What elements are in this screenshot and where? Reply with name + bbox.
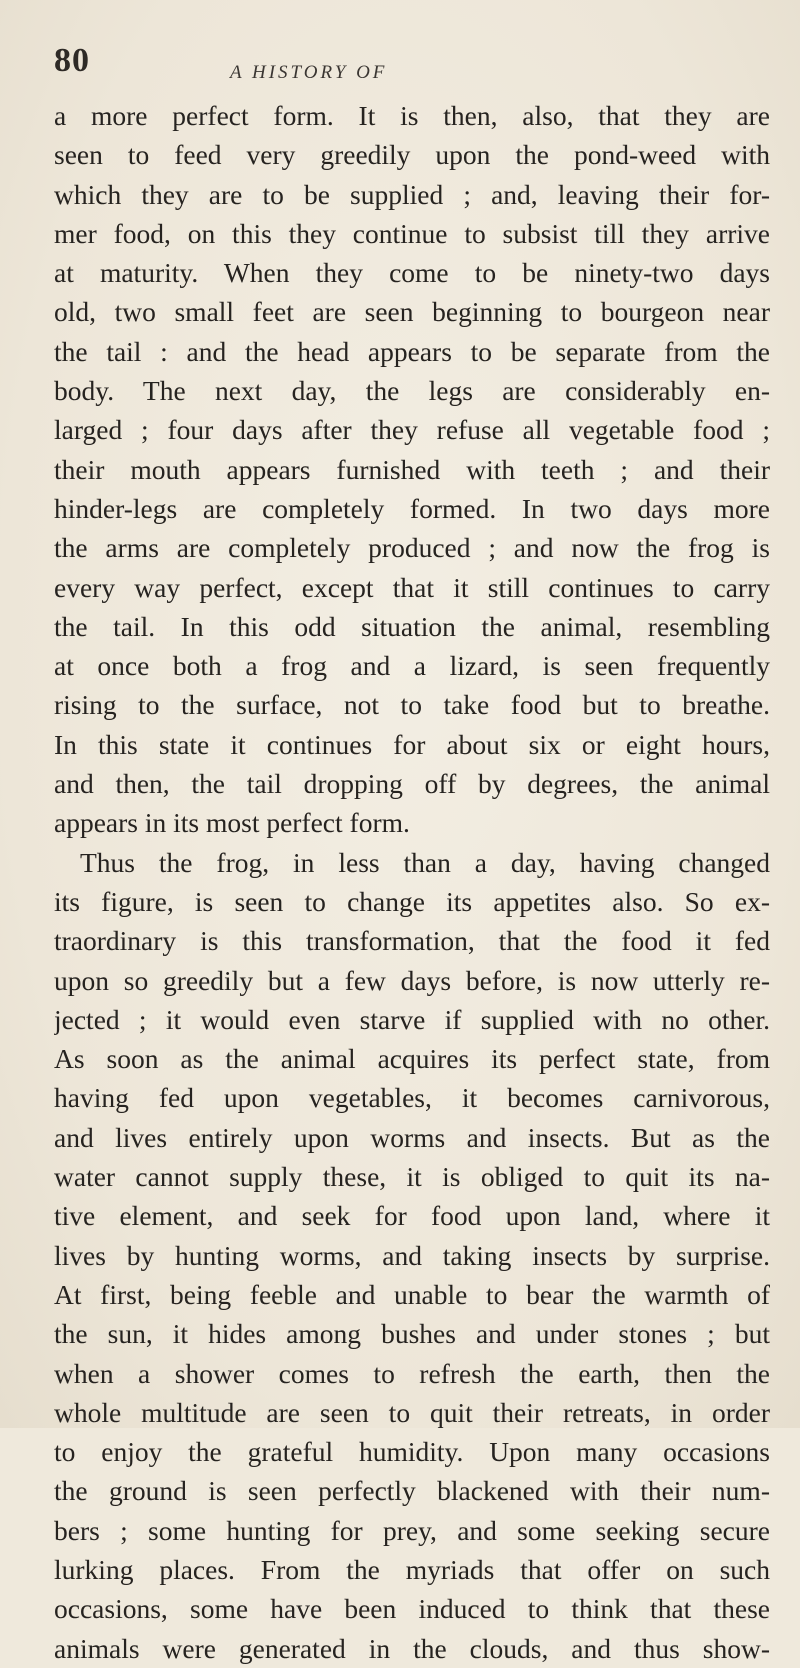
text-line: at maturity. When they come to be ninety-two days (54, 257, 770, 289)
text-line: At first, being feeble and unable to bear the warmth of (54, 1278, 770, 1310)
text-line: and lives entirely upon worms and insects. But as the (54, 1121, 770, 1153)
text-line: at once both a frog and a lizard, is seen frequently (54, 650, 770, 682)
text-line: when a shower comes to refresh the earth, then the (54, 1357, 770, 1389)
text-line: jected ; it would even starve if supplied with no other. (54, 1003, 770, 1035)
text-line: water cannot supply these, it is obliged to quit its na- (54, 1161, 770, 1193)
text-line: old, two small feet are seen beginning to bourgeon near (54, 296, 770, 328)
text-line: their mouth appears furnished with teeth ; and their (54, 453, 770, 485)
text-line: the arms are completely produced ; and now the frog is (54, 532, 770, 564)
text-line: lurking places. From the myriads that offer on such (54, 1553, 770, 1585)
text-line-paragraph-start: Thus the frog, in less than a day, having changed (80, 846, 770, 878)
text-line: having fed upon vegetables, it becomes carnivorous, (54, 1082, 770, 1114)
text-line: occasions, some have been induced to think that these (54, 1593, 770, 1625)
text-line: In this state it continues for about six or eight hours, (54, 728, 770, 760)
text-line: bers ; some hunting for prey, and some seeking secure (54, 1514, 770, 1546)
text-line: seen to feed very greedily upon the pond-weed with (54, 139, 770, 171)
text-line: tive element, and seek for food upon land, where it (54, 1200, 770, 1232)
text-line: the tail. In this odd situation the animal, resembling (54, 610, 770, 642)
text-line: upon so greedily but a few days before, is now utterly re- (54, 964, 770, 996)
text-line: hinder-legs are completely formed. In two days more (54, 492, 770, 524)
running-head: A HISTORY OF (230, 62, 388, 83)
text-line-paragraph-end: appears in its most perfect form. (54, 807, 410, 839)
text-line: mer food, on this they continue to subsist till they arrive (54, 217, 770, 249)
text-line: traordinary is this transformation, that the food it fed (54, 925, 770, 957)
text-line: lives by hunting worms, and taking insects by surprise. (54, 1239, 770, 1271)
text-line: larged ; four days after they refuse all vegetable food ; (54, 414, 770, 446)
text-line: the tail : and the head appears to be separate from the (54, 335, 770, 367)
body-text (54, 96, 770, 1668)
text-line: whole multitude are seen to quit their retreats, in order (54, 1396, 770, 1428)
text-line: and then, the tail dropping off by degrees, the animal (54, 768, 770, 800)
text-line: every way perfect, except that it still continues to carry (54, 571, 770, 603)
text-line: a more perfect form. It is then, also, that they are (54, 100, 770, 131)
page-header (0, 42, 800, 94)
page-number: 80 (54, 42, 90, 79)
text-line: As soon as the animal acquires its perfect state, from (54, 1043, 770, 1075)
text-line: rising to the surface, not to take food but to breathe. (54, 689, 770, 721)
text-line: body. The next day, the legs are considerably en- (54, 375, 770, 407)
text-line: to enjoy the grateful humidity. Upon many occasions (54, 1436, 770, 1468)
text-line: the ground is seen perfectly blackened with their num- (54, 1475, 770, 1507)
text-line: its figure, is seen to change its appetites also. So ex- (54, 885, 770, 917)
text-line: the sun, it hides among bushes and under stones ; but (54, 1318, 770, 1350)
text-line: animals were generated in the clouds, and thus show- (54, 1632, 770, 1664)
text-line: which they are to be supplied ; and, leaving their for- (54, 178, 770, 210)
